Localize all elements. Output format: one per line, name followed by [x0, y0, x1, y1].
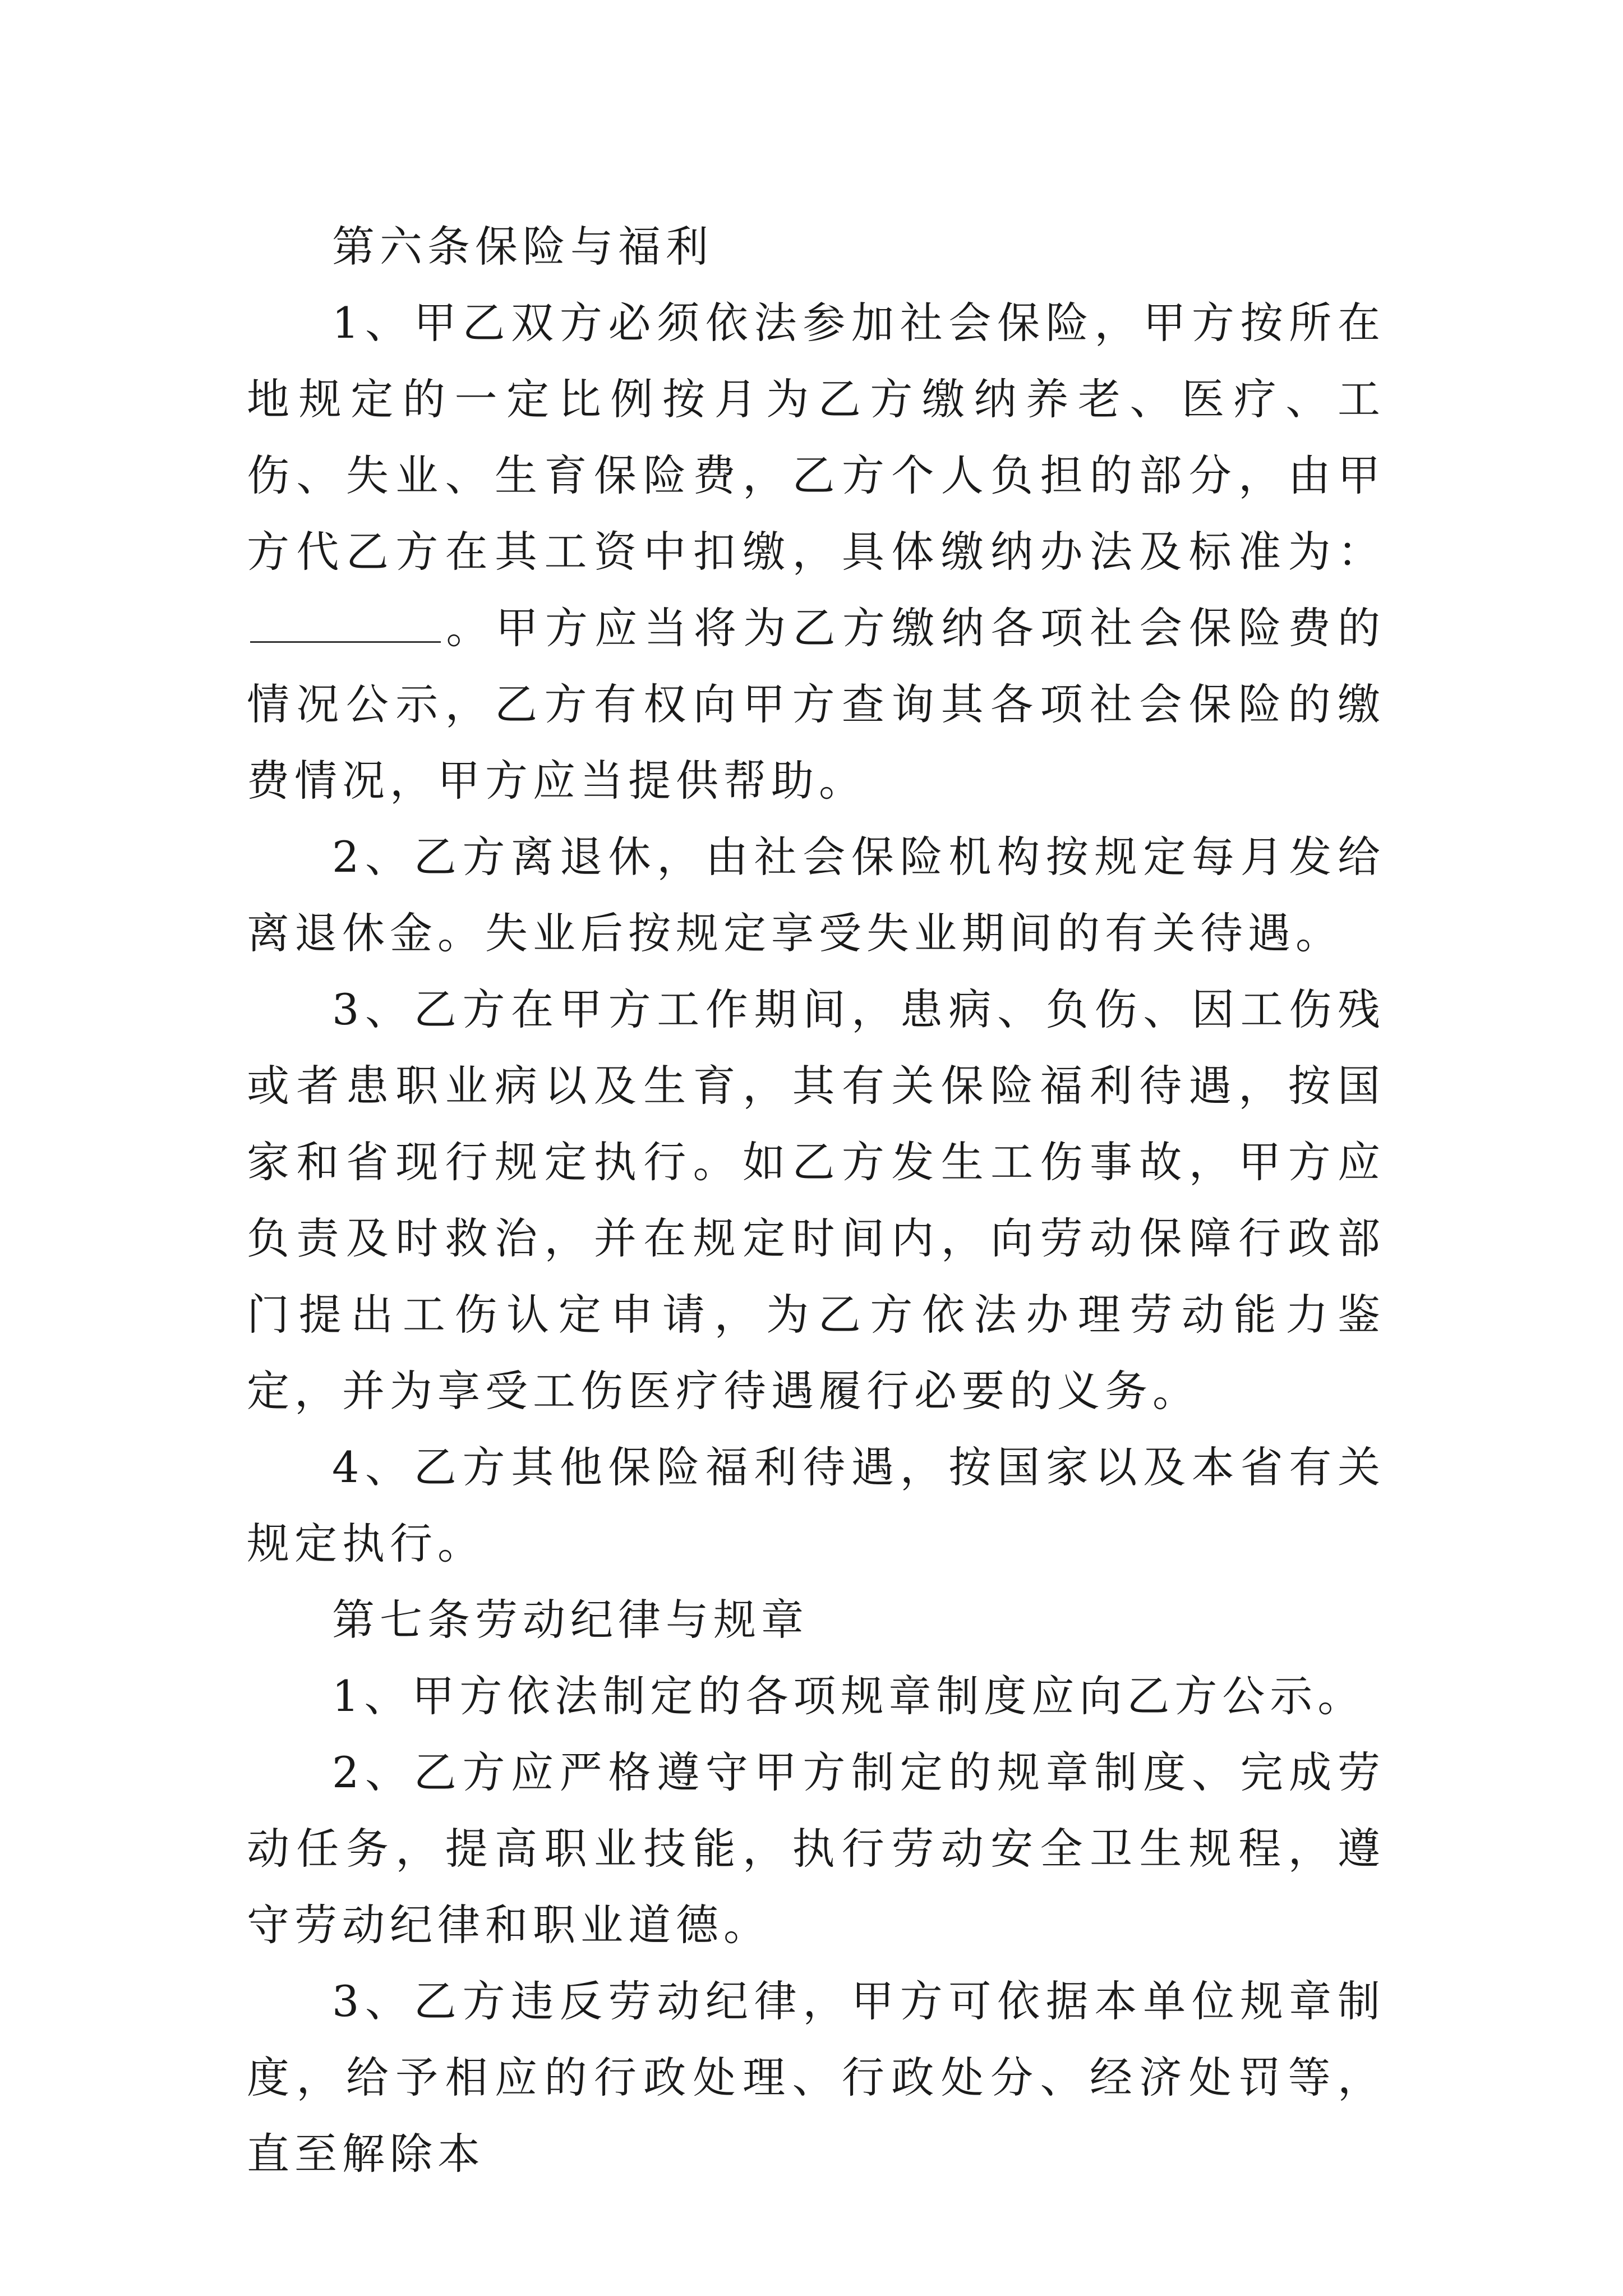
article-7-clause-1: 1、甲方依法制定的各项规章制度应向乙方公示。	[332, 1671, 1366, 1721]
article-6-clause-3: 3、乙方在甲方工作期间，患病、负伤、因工伤残或者患职业病以及生育，其有关保险福利待遇，按国家和省现行规定执行。如乙方发生工伤事故，甲方应负责及时救治，并在规定时间内，向劳动保障行政部门提出工伤认定申请，为乙方依法办理劳动能力鉴定，并为享受工伤医疗待遇履行必要的义务。	[247, 984, 1385, 1416]
article-6-clause-1-text-after: 。甲方应当将为乙方缴纳各项社会保险费的情况公示，乙方有权向甲方查询其各项社会保险的缴费情况，甲方应当提供帮助。	[247, 603, 1385, 806]
article-7-clause-3: 3、乙方违反劳动纪律，甲方可依据本单位规章制度，给予相应的行政处理、行政处分、经济处罚等，直至解除本	[247, 1976, 1385, 2179]
article-6-clause-2: 2、乙方离退休，由社会保险机构按规定每月发给离退休金。失业后按规定享受失业期间的有关待遇。	[247, 832, 1385, 958]
article-6-clause-1	[247, 285, 1385, 819]
document-body	[247, 209, 1385, 2192]
article-6-clause-1-text-before: 1、甲乙双方必须依法参加社会保险，甲方按所在地规定的一定比例按月为乙方缴纳养老、医疗、工伤、失业、生育保险费，乙方个人负担的部分，由甲方代乙方在其工资中扣缴，具体缴纳办法及标准为：	[247, 298, 1385, 577]
article-7-heading: 第七条劳动纪律与规章	[332, 1595, 809, 1645]
fill-in-blank-line	[250, 602, 441, 643]
article-6-clause-4: 4、乙方其他保险福利待遇，按国家以及本省有关规定执行。	[247, 1442, 1385, 1568]
article-6-heading: 第六条保险与福利	[332, 222, 713, 272]
article-7-clause-2: 2、乙方应严格遵守甲方制定的规章制度、完成劳动任务，提高职业技能，执行劳动安全卫生规程，遵守劳动纪律和职业道德。	[247, 1747, 1385, 1950]
